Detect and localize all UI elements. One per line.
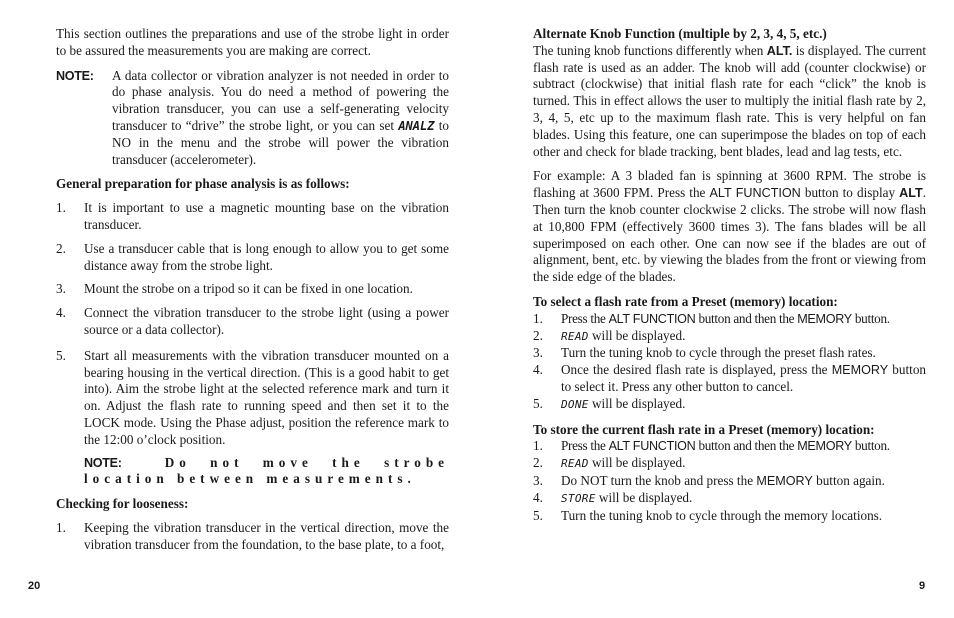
list-item xyxy=(56,200,449,234)
note2-text: Do not move the strobe location between measurements. xyxy=(84,454,450,487)
memory-key-label: MEMORY xyxy=(831,363,889,378)
list-text xyxy=(561,455,926,473)
left-page-number: 20 xyxy=(28,580,41,592)
text-part: Press the xyxy=(561,438,609,454)
lcd-store: STORE xyxy=(561,491,596,505)
list-text xyxy=(561,438,926,455)
text-part: is displayed. The current flash rate is used as an adder. The knob will add (counter clockwise) or subtract (clockwise) that initial flash rate for each “click” the knob is turned. This in effect allows the user to multiply the initial flash rate by 2, 3, 4, 5, etc up to the maximum flash rate. This is very helpful on fan blades. Using this feature, one can superimpose the blades on top of each other and check for blade tracking, bent blades, lead and lag tests, etc. xyxy=(533,42,926,159)
alternate-knob-heading: Alternate Knob Function (multiple by 2, 3, 4, 5, etc.) xyxy=(533,26,827,41)
text-part: will be displayed. xyxy=(595,489,693,505)
example-paragraph xyxy=(533,168,926,286)
list-item xyxy=(533,311,926,328)
list-text xyxy=(561,328,926,346)
text-part: button. xyxy=(851,438,890,454)
list-item xyxy=(56,520,449,554)
alt-display-label: ALT xyxy=(899,186,923,201)
memory-key-label: MEMORY xyxy=(756,473,813,488)
text-part: Do NOT turn the knob and press the xyxy=(561,472,757,488)
list-number: 1. xyxy=(56,200,66,216)
lcd-read: READ xyxy=(561,329,589,343)
list-text: Mount the strobe on a tripod so it can be fixed in one location. xyxy=(84,281,413,297)
list-text xyxy=(561,362,926,396)
list-item xyxy=(533,473,926,490)
alt-function-key-label: ALT FUNCTION xyxy=(608,311,696,326)
memory-key-label: MEMORY xyxy=(797,439,852,454)
select-preset-heading: To select a flash rate from a Preset (memory) location: xyxy=(533,293,838,309)
alt-function-key-label: ALT FUNCTION xyxy=(608,439,696,454)
text-part: The tuning knob functions differently when xyxy=(533,42,767,58)
text-part: Once the desired flash rate is displayed, press the xyxy=(561,362,832,378)
list-text: It is important to use a magnetic mounting base on the vibration transducer. xyxy=(84,200,449,232)
list-item xyxy=(533,490,926,508)
list-item xyxy=(56,305,449,339)
list-item xyxy=(56,241,449,275)
list-number: 4. xyxy=(533,489,543,505)
list-number: 4. xyxy=(533,362,543,378)
alt-function-key-label: ALT FUNCTION xyxy=(709,186,801,201)
list-number: 3. xyxy=(533,345,543,361)
list-number: 5. xyxy=(533,395,543,411)
note2-label: NOTE: xyxy=(84,455,122,470)
list-text xyxy=(561,473,926,490)
right-page-column xyxy=(533,26,926,524)
note-text-part: to NO in the menu and the strobe will power the vibration transducer (accelerometer). xyxy=(112,117,449,167)
note-measurements xyxy=(84,455,449,489)
list-number: 5. xyxy=(533,507,543,523)
note-text xyxy=(112,68,449,169)
list-number: 2. xyxy=(533,327,543,343)
text-part: button and then the xyxy=(695,310,798,326)
list-item xyxy=(533,362,926,396)
list-number: 3. xyxy=(56,281,66,297)
list-number: 2. xyxy=(533,455,543,471)
text-part: will be displayed. xyxy=(588,455,686,471)
list-number: 5. xyxy=(56,347,66,363)
right-page-number: 9 xyxy=(919,580,926,592)
left-page-column xyxy=(56,26,449,554)
looseness-heading: Checking for looseness: xyxy=(56,496,189,512)
list-item xyxy=(56,348,449,449)
list-number: 3. xyxy=(533,472,543,488)
text-part: For example: A 3 bladed fan is spinning at 3600 RPM. The strobe is flashing at 3600 FPM. Press the xyxy=(533,168,926,201)
list-number: 2. xyxy=(56,240,66,256)
text-part: button. xyxy=(851,310,890,326)
text-part: . Then turn the knob counter clockwise 2 clicks. The strobe will now flash at 10,800 FPM (effectively 3600 times 3). The fans blades will be all superimposed on each other. One can now see if the blades are out of alignment, bent, etc. by viewing the blades from the front or viewing from the side edge of the blades. xyxy=(533,185,926,285)
list-text xyxy=(561,490,926,508)
list-item xyxy=(533,345,926,362)
list-item xyxy=(533,438,926,455)
list-item xyxy=(533,396,926,414)
list-item xyxy=(533,328,926,346)
list-text: Use a transducer cable that is long enough to allow you to get some distance away from the strobe light. xyxy=(84,240,449,273)
general-preparation-heading: General preparation for phase analysis is as follows: xyxy=(56,176,350,192)
list-number: 1. xyxy=(56,519,66,535)
alternate-knob-paragraph xyxy=(533,43,926,161)
text-part: Press the xyxy=(561,310,609,326)
list-text: Start all measurements with the vibration transducer mounted on a bearing housing in the vertical direction. (This is a good habit to get into). Aim the strobe light at the selected reference mark and turn it on. Adjust the flash rate to running speed and then set it to the LOCK mode. Using the Phase adjust, position the reference mark to the 12:00 o’clock position. xyxy=(84,347,449,447)
text-part: button to select it. Press any other button to cancel. xyxy=(561,362,927,394)
text-part: button again. xyxy=(812,472,885,488)
text-part: will be displayed. xyxy=(588,327,686,343)
list-text: Connect the vibration transducer to the strobe light (using a power source or a data collector). xyxy=(84,305,449,337)
text-part: will be displayed. xyxy=(588,395,686,411)
list-number: 1. xyxy=(533,438,543,454)
intro-paragraph: This section outlines the preparations and use of the strobe light in order to be assured the measurements you are making are correct. xyxy=(56,26,449,58)
list-item xyxy=(56,281,449,298)
text-part: button and then the xyxy=(695,438,798,454)
note-text-part: A data collector or vibration analyzer is not needed in order to do phase analysis. You do need a method of powering the vibration transducer, you can use a self-generating velocity transducer to “drive” the strobe light, or you can set xyxy=(112,67,449,133)
list-text xyxy=(561,396,926,414)
list-item xyxy=(533,508,926,525)
list-number: 1. xyxy=(533,310,543,326)
lcd-read: READ xyxy=(561,457,589,471)
note-block xyxy=(56,68,449,169)
list-text: Turn the tuning knob to cycle through the preset flash rates. xyxy=(561,345,876,361)
note-label: NOTE: xyxy=(56,68,94,83)
alt-key-label: ALT. xyxy=(766,43,793,58)
list-text: Turn the tuning knob to cycle through the memory locations. xyxy=(561,507,883,523)
lcd-done: DONE xyxy=(561,397,589,411)
store-preset-heading: To store the current flash rate in a Preset (memory) location: xyxy=(533,421,875,437)
lcd-analz: ANALZ xyxy=(398,118,435,133)
memory-key-label: MEMORY xyxy=(797,311,852,326)
list-text xyxy=(561,311,926,328)
list-item xyxy=(533,455,926,473)
text-part: button to display xyxy=(800,185,900,201)
list-text: Keeping the vibration transducer in the vertical direction, move the vibration transducer from the foundation, to the base plate, to a foot, xyxy=(84,519,449,552)
list-number: 4. xyxy=(56,305,66,321)
